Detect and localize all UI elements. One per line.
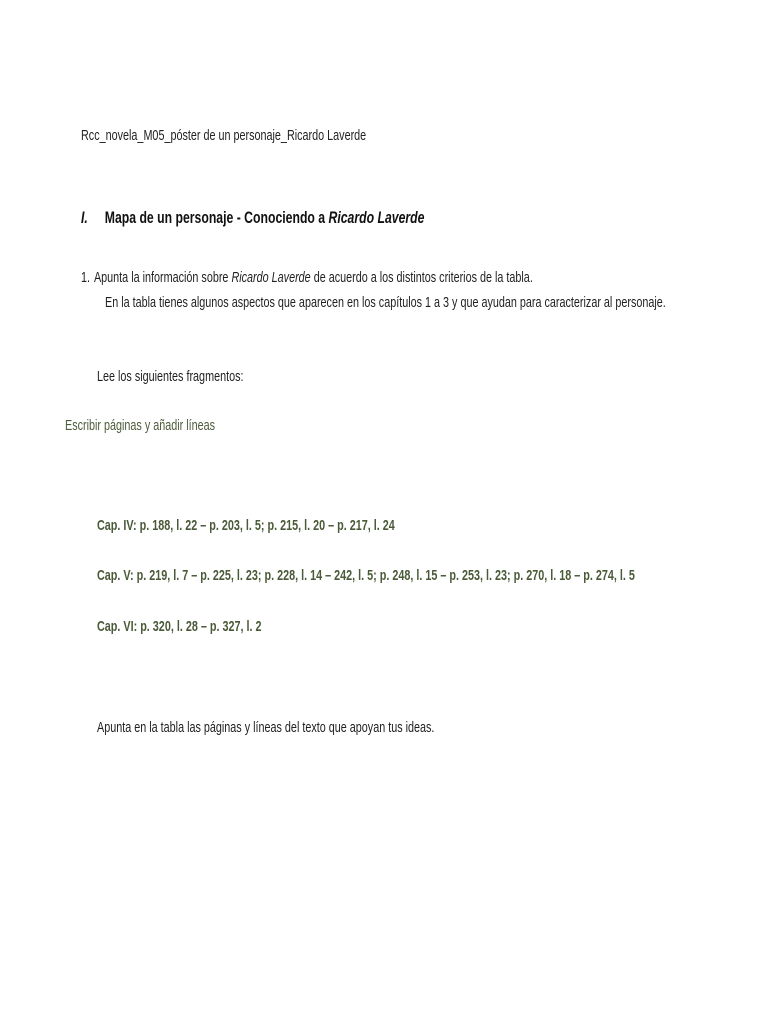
section-heading [81, 208, 558, 228]
instruction-line1-suffix: de acuerdo a los distintos criterios de la tabla. [310, 269, 533, 286]
write-pages-link[interactable] [65, 417, 273, 434]
fragment-text: Cap. VI: p. 320, l. 28 – p. 327, l. 2 [97, 618, 262, 635]
section-numeral: I. [81, 208, 88, 227]
document-header-title [81, 127, 477, 144]
instruction-item [81, 265, 770, 315]
section-title-emphasis: Ricardo Laverde [328, 208, 425, 227]
fragment-text: Cap. IV: p. 188, l. 22 – p. 203, l. 5; p. 215, l. 20 – p. 217, l. 24 [97, 517, 395, 534]
section-title-prefix: Mapa de un personaje - Conociendo a [104, 208, 329, 227]
instruction-line-1 [81, 265, 533, 290]
instruction-line-2: En la tabla tienes algunos aspectos que aparecen en los capítulos 1 a 3 y que ayudan para caracterizar al personaje. [105, 294, 666, 311]
closing-instruction-text: Apunta en la tabla las páginas y líneas del texto que apoyan tus ideas. [97, 719, 435, 736]
fragment-text: Cap. V: p. 219, l. 7 – p. 225, l. 23; p. 228, l. 14 – 242, l. 5; p. 248, l. 15 – p. 253, l. 23; p. 270, l. 18 – p. 274, l. 5 [97, 567, 635, 584]
closing-instruction [97, 719, 566, 736]
section-heading-text [81, 208, 424, 228]
fragment-reference-cap-iv [97, 517, 511, 534]
header-title-text: Rcc_novela_M05_póster de un personaje_Ricardo Laverde [81, 127, 367, 144]
fragment-reference-cap-v [97, 567, 770, 584]
instruction-number: 1. [81, 269, 91, 286]
instruction-line1-prefix: Apunta la información sobre [93, 269, 232, 286]
write-pages-link-text[interactable]: Escribir páginas y añadir líneas [65, 417, 216, 434]
instruction-line1-emphasis: Ricardo Laverde [231, 269, 311, 286]
read-fragments-text: Lee los siguientes fragmentos: [97, 368, 244, 385]
fragment-reference-cap-vi [97, 618, 325, 635]
read-fragments-label [97, 368, 300, 385]
